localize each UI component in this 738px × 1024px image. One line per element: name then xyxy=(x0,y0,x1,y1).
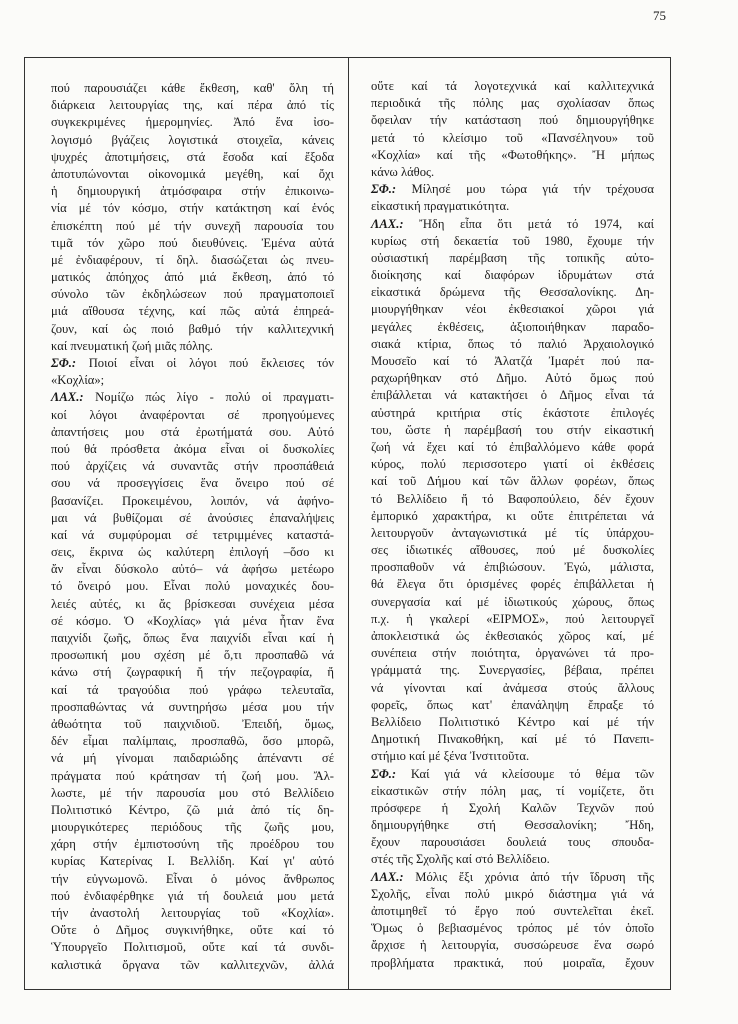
text-line xyxy=(51,613,334,630)
speaker-line xyxy=(371,869,654,886)
line-text: ἐμπορικό χαρακτήρα, κι οὔτε ἐπιτρέπεται νά xyxy=(371,508,654,523)
line-text: ἀπαντήσεις μου στά ἐρωτήματά σου. Αὐτό xyxy=(51,424,334,439)
text-line xyxy=(51,733,334,750)
line-text: συνεργασία καί μέ ἰδιωτικούς χώρους, ὅπως xyxy=(371,594,654,609)
text-line xyxy=(51,785,334,802)
page-number: 75 xyxy=(653,8,666,23)
text-line xyxy=(51,286,334,303)
text-line xyxy=(371,662,654,679)
text-line xyxy=(51,527,334,544)
text-line xyxy=(51,819,334,836)
line-text: πράγματα πού κράτησαν τή ζωή μου. Ἄλ- xyxy=(51,768,334,783)
line-text: ἀποτιμηθεῖ τό ἔργο πού συντελεῖται ἐκεῖ. xyxy=(371,904,654,918)
line-text: σύνολο τῶν ἐκδηλώσεων πού πραγματοποιεῖ xyxy=(51,287,334,302)
text-line xyxy=(51,475,334,492)
line-text: ἔχουν παρουσιάσει δουλειά τους σπουδα- xyxy=(371,835,654,850)
line-text: Βελλίδειο Πολιτιστικό Κέντρο καί μέ τήν xyxy=(371,714,654,729)
text-line xyxy=(371,147,654,164)
line-text: τό ὄνειρό μου. Εἶναι πολύ μοναχικές δου- xyxy=(51,579,334,594)
text-line xyxy=(371,353,654,370)
line-text: Σχολῆς, εἶναι πολύ μικρό διάστημα γιά νά xyxy=(371,886,654,901)
text-line xyxy=(51,458,334,475)
text-line xyxy=(51,596,334,613)
text-line xyxy=(371,525,654,542)
line-text: Ἤδη εἶπα ὅτι μετά τό 1974, καί xyxy=(403,216,654,231)
text-line xyxy=(371,112,654,129)
line-text: πού θά πρόσθετα ἀκόμα εἶναι οἱ δυσκολίες xyxy=(51,441,334,456)
text-line xyxy=(51,252,334,269)
text-line xyxy=(371,783,654,800)
line-text: κύρος, πολύ περισσοτερο γιατί οἱ ἐκθέσεις xyxy=(371,457,654,472)
line-text: μιά αἴθουσα τέχνης, καί πῶς αὐτά ἐπηρεά- xyxy=(51,304,334,319)
line-text: εἰκαστικῶν στήν πόλη μας, τί νομίζετε, ὅτι xyxy=(371,783,654,798)
speaker-line xyxy=(371,766,654,783)
line-text: κυρίως στή δεκαετία τοῦ 1980, ἔχουμε τήν xyxy=(371,233,654,248)
line-text: Μουσεῖο καί τό Ἀλατζά Ἰμαρέτ πού πα- xyxy=(371,354,654,368)
line-text: «Κοχλία» καί τῆς «Φωτοθήκης». Ἤ μήπως xyxy=(371,147,654,162)
text-line xyxy=(371,886,654,903)
line-text: περιοδικά τῆς πόλης μας σχολίασαν ὅπως xyxy=(371,96,654,111)
text-line xyxy=(51,750,334,767)
line-text: πού ἐνδιαφέρθηκε γιά τή δουλειά μου μετά xyxy=(51,888,334,903)
line-text: λειτουργοῦν ἀνταγωνιστικά μέ τίς ὑπάρχου- xyxy=(371,525,654,540)
line-text: ὄφειλαν τήν κατάσταση πού δημιουργήθηκε xyxy=(371,113,654,128)
left-column xyxy=(25,58,349,989)
line-text: ἄν εἶναι δύσκολο αὐτό– νά ἀφήσω μετέωρο xyxy=(51,562,334,577)
text-line xyxy=(51,561,334,578)
text-line xyxy=(51,939,334,956)
text-line xyxy=(51,132,334,149)
text-line xyxy=(371,130,654,147)
text-line xyxy=(371,164,654,181)
text-line xyxy=(51,200,334,217)
line-text: ἐπιβάλλεται νά κατακτήσει ὁ Δῆμος εἶναι τά xyxy=(371,388,654,403)
line-text: θά ἔλεγα ὅτι ὁρισμένες φορές ἐπιβάλλεται ἡ xyxy=(371,577,654,592)
text-line xyxy=(51,97,334,114)
text-line xyxy=(51,166,334,183)
text-line xyxy=(371,748,654,765)
text-line xyxy=(51,149,334,166)
line-text: καί νά συμφύρομαι σέ τετριμμένες καταστά- xyxy=(51,527,334,542)
line-text: συγκεκριμένες ἡμερομηνίες. Ἀπό ἕνα ἰσο- xyxy=(51,115,334,130)
text-line xyxy=(371,508,654,525)
text-line xyxy=(51,768,334,785)
text-line xyxy=(51,183,334,200)
speaker-label: ΛΑΧ.: xyxy=(371,869,404,884)
text-line xyxy=(371,817,654,834)
right-column xyxy=(349,58,670,989)
line-text: Νομίζω πώς λίγο - πολύ οἱ πραγματι- xyxy=(83,390,334,405)
line-text: χάρη στήν ἐμπιστοσύνη τῆς προέδρου του xyxy=(51,837,334,852)
text-line xyxy=(51,699,334,716)
line-text: κοί λόγοι ἀναφέρονται σέ προηγούμενες xyxy=(51,407,334,422)
line-text: ζουν, καί ὡς ποιό βαθμό τήν καλλιτεχνική xyxy=(51,321,334,336)
line-text: ραχωρήθηκαν στό Δῆμο. Αὐτό ὅμως πού xyxy=(371,371,654,386)
text-line xyxy=(51,682,334,699)
text-line xyxy=(371,714,654,731)
text-line xyxy=(371,920,654,937)
speaker-label: ΛΑΧ.: xyxy=(51,390,84,405)
text-line xyxy=(51,510,334,527)
line-text: ἡ δημιουργική ἀτμόσφαιρα στήν ἐπικοινω- xyxy=(51,184,334,199)
line-text: δημιουργήθηκε στή Θεσσαλονίκη; Ἤδη, xyxy=(371,818,654,833)
text-line xyxy=(371,851,654,868)
text-line xyxy=(51,905,334,922)
line-text: κυρίας Κατερίνας Ι. Βελλίδη. Καί γι' αὐτό xyxy=(51,854,334,869)
line-text: π.χ. ἡ γκαλερί «ΕΙΡΜΟΣ», πού λειτουργεῖ xyxy=(371,611,654,626)
speaker-line xyxy=(371,181,654,198)
text-line xyxy=(51,338,334,355)
text-line xyxy=(371,576,654,593)
text-line xyxy=(51,321,334,338)
text-line xyxy=(51,630,334,647)
text-line xyxy=(371,319,654,336)
line-text: κάνω λάθος. xyxy=(371,164,435,179)
text-line xyxy=(371,267,654,284)
line-text: εἰκαστικά δρώμενα τῆς Θεσσαλονίκης. Δη- xyxy=(371,285,654,300)
line-text: λωστε, μέ τήν παρουσία μου στό Βελλίδειο xyxy=(51,785,334,800)
text-line xyxy=(371,405,654,422)
text-line xyxy=(51,269,334,286)
line-text: νά μή γίνομαι παιδαριώδης ἀπέναντι σέ xyxy=(51,751,334,766)
line-text: τήν εὐγνωμονῶ. Εἶναι ὁ μόνος ἄνθρωπος xyxy=(51,871,334,886)
line-text: ζωή νά ἔχει καί τό ἐπιβαλλόμενο κάθε φορά xyxy=(371,439,654,454)
text-line xyxy=(51,114,334,131)
line-text: καί πνευματική ζωή μιᾶς πόλης. xyxy=(51,338,213,353)
text-line xyxy=(51,235,334,252)
line-text: σου νά προσεγγίσεις ἕνα ὄνειρο πού σέ xyxy=(51,476,334,491)
text-line xyxy=(371,370,654,387)
line-text: λογισμό βγάζεις λογιστικά στοιχεῖα, κάνεις xyxy=(51,132,334,147)
line-text: εἰκαστική πραγματικότητα. xyxy=(371,199,510,214)
text-line xyxy=(51,424,334,441)
text-line xyxy=(51,218,334,235)
text-line xyxy=(371,542,654,559)
speaker-line xyxy=(371,216,654,233)
line-text: σεις, ἔκρινα ὡς καλύτερη ἐπιλογή –ὅσο κι xyxy=(51,545,334,560)
line-text: Μίλησέ μου τώρα γιά τήν τρέχουσα xyxy=(396,182,654,197)
text-line xyxy=(51,80,334,97)
text-line xyxy=(371,336,654,353)
line-text: μετά τό κλείσιμο τοῦ «Πανσέληνου» τοῦ xyxy=(371,130,654,145)
line-text: πού ἀρχίζεις νά συναντᾶς στήν προσπάθειά xyxy=(51,459,334,474)
line-text: μεγάλες ἐκθέσεις, ἀξιοποιήθηκαν παραδο- xyxy=(371,319,654,334)
text-line xyxy=(51,922,334,939)
text-line xyxy=(371,645,654,662)
line-text: αὐστηρά κριτήρια στίς ἑκάστοτε ἐπιλογές xyxy=(371,405,654,420)
text-line xyxy=(51,441,334,458)
line-text: μέ ἐνδιαφέρουν, τί δηλ. διασώζεται ὡς πνευ- xyxy=(51,252,334,267)
line-text: προσπαθοῦν νά ἐπιβιώσουν. Ἐγώ, μάλιστα, xyxy=(371,560,654,575)
line-text: σες ἰδιωτικές αἴθουσες, πού μέ δυσκολίες xyxy=(371,543,654,558)
speaker-label: ΛΑΧ.: xyxy=(371,216,404,231)
text-line xyxy=(371,594,654,611)
line-text: μιουργικότερες περιόδους τῆς ζωῆς μου, xyxy=(51,820,334,835)
text-line xyxy=(371,559,654,576)
text-line xyxy=(371,439,654,456)
speaker-line xyxy=(51,355,334,372)
line-text: ἀθωότητα τοῦ παιχνιδιοῦ. Ἐπειδή, ὅμως, xyxy=(51,716,334,731)
line-text: πού παρουσιάζει κάθε ἔκθεση, καθ' ὅλη τή xyxy=(51,81,334,95)
speaker-label: ΣΦ.: xyxy=(51,356,77,370)
line-text: μιουργήθηκαν νέοι ἐκθεσιακοί χῶροι γιά xyxy=(371,302,654,317)
line-text: ἀποκλειστικά ὡς ἐκθεσιακός χῶρος καί, μέ xyxy=(371,629,654,643)
line-text: οὔτε καί τά λογοτεχνικά καί καλλιτεχνικά xyxy=(371,79,654,93)
line-text: Ὅμως ὁ βεβιασμένος τρόπος μέ τόν ὁποῖο xyxy=(371,921,654,936)
text-line xyxy=(371,955,654,972)
line-text: στήμιο καί μέ ξένα Ἰνστιτοῦτα. xyxy=(371,749,530,764)
line-text: διάρκεια λειτουργίας της, καί πέρα ἀπό τίς xyxy=(51,98,334,113)
line-text: Ὑπουργεῖο Πολιτισμοῦ, οὔτε καί τά συνδι- xyxy=(51,940,334,955)
line-text: τιμᾶ τόν χῶρο πού διευθύνεις. Ἐμένα αὐτά xyxy=(51,235,334,250)
line-text: μαι νά βυθίζομαι σέ ἀνούσιες ἐπαναλήψεις xyxy=(51,510,334,525)
line-text: Καί γιά νά κλείσουμε τό θέμα τῶν xyxy=(396,766,654,781)
text-line xyxy=(51,871,334,888)
text-line xyxy=(371,198,654,215)
speaker-label: ΣΦ.: xyxy=(371,766,397,781)
text-line xyxy=(371,628,654,645)
text-line xyxy=(371,233,654,250)
line-text: βασανίζει. Προκειμένου, λοιπόν, νά ἀφήνο- xyxy=(51,493,334,508)
text-line xyxy=(371,301,654,318)
text-line xyxy=(371,422,654,439)
text-line xyxy=(51,578,334,595)
text-line xyxy=(51,957,334,974)
text-line xyxy=(371,834,654,851)
text-line xyxy=(371,800,654,817)
text-line xyxy=(371,937,654,954)
text-line xyxy=(371,473,654,490)
line-text: Οὔτε ὁ Δῆμος συγκινήθηκε, οὔτε καί τό xyxy=(51,923,334,938)
line-text: στές τῆς Σχολῆς καί στό Βελλίδειο. xyxy=(371,852,550,867)
line-text: ἐπισκέπτη πού μέ τήν συνεχῆ παρουσία του xyxy=(51,218,334,233)
line-text: προβλήματα πρακτικά, πού μοιραῖα, ἔχουν xyxy=(371,955,654,970)
text-line xyxy=(51,647,334,664)
text-line xyxy=(51,853,334,870)
text-line xyxy=(371,78,654,95)
line-text: λειές αὐτές, κι ἄς βρίσκεσαι συνέχεια μέσα xyxy=(51,596,334,611)
line-text: καί τοῦ Δήμου καί τῶν ἄλλων φορέων, ὅπως xyxy=(371,474,654,489)
line-text: φορεῖς, ὅπως κατ' ἐπανάληψη ἔπραξε τό xyxy=(371,697,654,712)
text-line xyxy=(371,491,654,508)
line-text: κάνω στή ζωγραφική ἤ τήν πεζογραφία, ἤ xyxy=(51,665,334,680)
line-text: οὐσιαστική παρέμβαση τῆς τοπικῆς αὐτο- xyxy=(371,250,654,265)
text-line xyxy=(371,697,654,714)
line-text: προσπαθώντας νά συντηρήσω μέσα μου τήν xyxy=(51,699,334,714)
line-text: σιακά κτίρια, ὅπως τό παλιό Ἀρχαιολογικό xyxy=(371,336,654,351)
line-text: νά γίνονται καί ἀνάμεσα στούς ἄλλους xyxy=(371,680,654,695)
text-line xyxy=(51,664,334,681)
text-line xyxy=(371,95,654,112)
line-text: καί τά τραγούδια πού γράφω τελευταῖα, xyxy=(51,682,334,697)
line-text: παιχνίδι ζωῆς, ὅπως ἕνα παιχνίδι εἶναι καί ἡ xyxy=(51,631,334,645)
line-text: ἀποτυπώνονται οἰκονομικά μεγέθη, καί ὄχι xyxy=(51,166,334,181)
line-text: Δημοτική Πινακοθήκη, καί μέ τό Πανεπι- xyxy=(371,732,654,747)
text-line xyxy=(371,611,654,628)
line-text: καλιστικά ὄργανα τῶν καλλιτεχνῶν, ἀλλά xyxy=(51,957,334,972)
line-text: τό Βελλίδειο ἤ τό Βαφοπούλειο, δέν ἔχουν xyxy=(371,491,654,506)
text-line xyxy=(371,387,654,404)
text-line xyxy=(51,303,334,320)
line-text: Πολιτιστικό Κέντρο, ζῶ μιά ἀπό τίς δη- xyxy=(51,802,334,817)
text-line xyxy=(51,836,334,853)
speaker-line xyxy=(51,389,334,406)
text-line xyxy=(51,493,334,510)
text-line xyxy=(371,250,654,267)
text-line xyxy=(371,456,654,473)
text-line xyxy=(51,372,334,389)
text-line xyxy=(51,544,334,561)
text-line xyxy=(51,716,334,733)
line-text: του, ὥστε ἡ παρέμβασή του στήν εἰκαστική xyxy=(371,422,654,437)
line-text: γράμματά της. Συνεργασίες, βέβαια, πρέπει xyxy=(371,663,654,678)
text-line xyxy=(371,284,654,301)
line-text: «Κοχλία»; xyxy=(51,373,105,388)
line-text: νία μέ τόν κόσμο, στήν κατάκτηση καί ἑνός xyxy=(51,201,334,216)
line-text: διοίκησης καί διαφόρων ἱδρυμάτων στά xyxy=(371,268,654,283)
text-line xyxy=(371,731,654,748)
line-text: ἄρχισε ἡ λειτουργία, συσσώρευσε ἕνα σωρό xyxy=(371,938,654,953)
line-text: συνέπεια στήν ποιότητα, ὀργανώνει τά προ- xyxy=(371,646,654,661)
text-line xyxy=(51,802,334,819)
text-frame xyxy=(24,57,671,990)
text-line xyxy=(371,903,654,920)
line-text: προσωπική μου σχέση μέ ὅ,τι προσπαθῶ νά xyxy=(51,648,334,663)
text-line xyxy=(371,680,654,697)
line-text: πρόσφερε ἡ Σχολή Καλῶν Τεχνῶν πού xyxy=(371,800,654,815)
line-text: σέ κόσμο. Ὁ «Κοχλίας» γιά μένα ἦταν ἕνα xyxy=(51,613,334,628)
line-text: τήν ἀναστολή λειτουργίας τοῦ «Κοχλία». xyxy=(51,906,334,920)
line-text: δέν εἶμαι παλίμπαις, προσπαθῶ, ὅσο μπορῶ, xyxy=(51,734,334,749)
speaker-label: ΣΦ.: xyxy=(371,182,397,197)
line-text: ψυχρές ἀποτιμήσεις, στά ἔσοδα καί ἔξοδα xyxy=(51,149,334,164)
line-text: Ποιοί εἶναι οἱ λόγοι πού ἔκλεισες τόν xyxy=(76,356,334,370)
line-text: ματικός ἀπόηχος ἀπό μιά ἔκθεση, ἀπό τό xyxy=(51,270,334,285)
text-line xyxy=(51,888,334,905)
text-line xyxy=(51,407,334,424)
line-text: Μόλις ἔξι χρόνια ἀπό τήν ἵδρυση τῆς xyxy=(403,869,654,884)
